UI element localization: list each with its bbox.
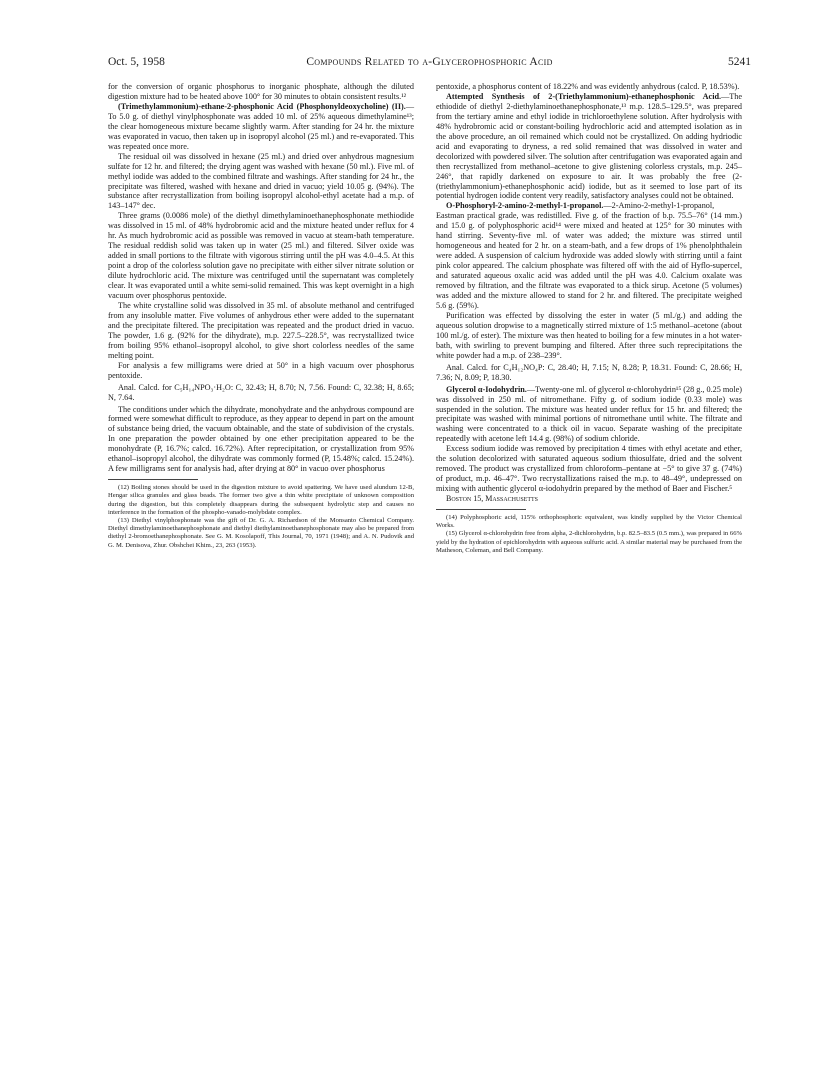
paragraph: The residual oil was dissolved in hexane (25 ml.) and dried over anhydrous magnesium sulfate for 12 hr. and filtered; the drying agent was washed with hexane (50 ml.). Five ml. of methyl iodide was added to the combined filtrate and washings. After standing for 24 hr., the precipitate was filtered, washed with hexane and dried in vacuo; yield 10.05 g. (94%). The substance after recrystallization from boiling isopropyl alcohol-ethyl acetate had a m.p. of 143–147° dec. [108, 151, 414, 211]
running-header [108, 56, 751, 72]
paragraph: Three grams (0.0086 mole) of the diethyl dimethylaminoethanephosphonate methiodide was dissolved in 15 ml. of 48% hydrobromic acid and the mixture heated under reflux for 4 hr. As much hydrobromic acid as possible was removed in vacuo at steam-bath temperature. The residual reddish solid was taken up in water (25 ml.) and filtered. Silver oxide was added in small portions to the filtrate with vigorous stirring until the pH was 4.0–4.5. At this point a drop of the colorless solution gave no precipitate with either silver nitrate solution or dilute hydrochloric acid. The mixture was centrifuged until the supernatant was completely clear. It was evaporated until a white semi-solid remained. This was kept overnight in a high vacuum over phosphorus pentoxide. [108, 211, 414, 301]
header-title: Compounds Related to α-Glycerophosphoric Acid [306, 56, 553, 68]
header-page-number: 5241 [728, 56, 751, 68]
analysis-line: Anal. Calcd. for C₄H₁₂NO₄P: C, 28.40; H, 7.15; N, 8.28; P, 18.31. Found: C, 28.66; H, 7.36; N, 8.09; P, 18.30. [436, 362, 742, 382]
paragraph [108, 102, 414, 152]
header-date: Oct. 5, 1958 [108, 56, 165, 68]
paragraph: for the conversion of organic phosphorus to inorganic phosphate, although the diluted digestion mixture had to be heated above 100° for 30 minutes to obtain consistent results.¹² [108, 82, 414, 101]
analysis-line: Anal. Calcd. for C₅H₁₄NPO₃·H₂O: C, 32.43; H, 8.70; N, 7.56. Found: C, 32.38; H, 8.65; N, 7.64. [108, 382, 414, 402]
left-column [108, 82, 414, 550]
paragraph: The white crystalline solid was dissolved in 35 ml. of absolute methanol and centrifuged from any insoluble matter. Five volumes of anhydrous ether were added to the supernatant and the precipitate filtered. The precipitation was repeated and the product dried in vacuo. The powder, 1.6 g. (92% for the dihydrate), m.p. 227.5–228.5°, was recrystallized twice from boiling 95% ethanol–isopropyl alcohol, to give short colorless needles of the same melting point. [108, 300, 414, 360]
paragraph [436, 92, 742, 201]
section-heading: Glycerol α-Iodohydrin. [446, 384, 527, 394]
paragraph-body: —Twenty-one ml. of glycerol α-chlorohydrin¹⁵ (28 g., 0.25 mole) was dissolved in 250 ml. of nitromethane. Fifty g. of sodium iodide (0.33 mole) was suspended in the solution. The mixture was heated under reflux for 15 hr. and filtered; the precipitate was washed with minimal portions of nitromethane until white. The filtrate and washing were concentrated to a thick oil in vacuo. Separate washing of the precipitate repeatedly with acetone left 14.4 g. (98%) of sodium chloride. [436, 384, 742, 444]
author-address: Boston 15, Massachusetts [446, 494, 539, 504]
paragraph: Excess sodium iodide was removed by precipitation 4 times with ethyl acetate and ether, the solution decolorized with saturated aqueous sodium thiosulfate, dried and the solvent removed. The product was crystallized from chloroform–pentane at −5° to give 37 g. (74%) of product, m.p. 46–47°. Two recrystallizations raised the m.p. to 48–49°, undepressed on mixing with authentic glycerol α-iodohydrin prepared by the method of Baer and Fischer.⁵ [436, 444, 742, 494]
paragraph: Purification was effected by dissolving the ester in water (5 ml./g.) and adding the aqueous solution dropwise to a magnetically stirred mixture of 1:5 methanol–acetone (about 100 ml./g. of ester). The mixture was then heated to boiling for a few minutes in a hot water-bath, with swirling to prevent bumping and filtered. After three such reprecipitations the white powder had a m.p. of 238–239°. [436, 310, 742, 360]
right-column [436, 82, 742, 555]
section-heading: (Trimethylammonium)-ethane-2-phosphonic Acid (Phosphonyldeoxycholine) (II). [118, 101, 406, 111]
footnote-divider [436, 509, 526, 510]
paragraph-body: —To 5.0 g. of diethyl vinylphosphonate was added 10 ml. of 25% aqueous dimethylamine¹³; the clear homogeneous mixture became slightly warm. After standing for 24 hr. the mixture was evaporated in vacuo, then taken up in isopropyl alcohol (25 ml.) and re-evaporated. This was repeated once more. [108, 101, 414, 151]
paragraph: The conditions under which the dihydrate, monohydrate and the anhydrous compound are formed were somewhat difficult to reproduce, as they appear to depend in part on the amount of substance being dried, the vacuum obtainable, and the state of subdivision of the crystals. In one preparation the powder obtained by one ether precipitation appeared to be the monohydrate (P, 16.7%; calcd. 16.72%). After reprecipitation, or crystallization from 95% ethanol–isopropyl alcohol, the dihydrate was commonly formed (P, 15.48%; calcd. 15.24%). A few milligrams sent for analysis had, after drying at 80° in vacuo over phosphorus [108, 404, 414, 474]
paragraph [436, 201, 742, 310]
paragraph: For analysis a few milligrams were dried at 50° in a high vacuum over phosphorus pentoxide. [108, 360, 414, 380]
section-heading: Attempted Synthesis of 2-(Triethylammonium)-ethanephosphonic Acid. [446, 91, 722, 101]
paragraph-body: —2-Amino-2-methyl-1-propanol, Eastman practical grade, was redistilled. Five g. of the fraction of b.p. 75.5–76° (14 mm.) and 15.0 g. of polyphosphoric acid¹⁴ were mixed and heated at 125° for 30 minutes with hand stirring. Seventy-five ml. of water was added; the mixture was stirred until homogeneous and heated for 2 hr. on a steam-bath, and a few drops of 1% phenolphthalein were added. A suspension of calcium hydroxide was added slowly with stirring until a faint pink color appeared. The calcium phosphate was filtered off with the aid of Hyflo-supercel, and saturated aqueous oxalic acid was added until the pH was 4.0. Calcium oxalate was removed by filtration, and the filtrate was evaporated to a thick sirup. Acetone (5 volumes) was added and the mixture allowed to stand for 2 hr. and filtered. The precipitate weighed 5.6 g. (59%). [436, 201, 742, 310]
footnote-14: (14) Polyphosphoric acid, 115% orthophosphoric equivalent, was kindly supplied by the Victor Chemical Works. [436, 514, 742, 530]
paragraph-body: —The ethiodide of diethyl 2-diethylaminoethanephosphonate,¹³ m.p. 128.5–129.5°, was prepared from the tertiary amine and ethyl iodide in trichloroethylene solution. After hydrolysis with 48% hydrobromic acid or constant-boiling hydrochloric acid and attempted isolation as in the above procedure, an oil remained which could not be crystallized. On adding hydriodic acid and evaporating to dryness, a red solid remained that was dissolved in water and decolorized with powdered silver. The solution after centrifugation was evaporated again and then recrystallized from methanol–acetone to give glistening colorless crystals, m.p. 245–246°, that rapidly darkened on exposure to air. It was probably the free (2-(triethylammonium)-ethanephosphonic acid) iodide, but as it seemed to lose part of its potential hydrogen iodide content very readily, satisfactory analyses could not be obtained. [436, 91, 742, 201]
paragraph [436, 385, 742, 445]
footnote-divider [108, 479, 198, 480]
footnote-12: (12) Boiling stones should be used in the digestion mixture to avoid spattering. We have used alundum 12-B, Hengar silica granules and glass beads. The former two give a thin white precipitate of unknown composition during the digestion, but this completely disappears during the subsequent hydrolytic step and causes no interference in the formation of the phospho-vanado-molybdate complex. [108, 484, 414, 516]
section-heading: O-Phosphoryl-2-amino-2-methyl-1-propanol. [446, 201, 604, 211]
footnote-13: (13) Diethyl vinylphosphonate was the gift of Dr. G. A. Richardson of the Monsanto Chemical Company. Diethyl dimethylaminoethanephosphonate and diethyl diethylaminoethanephosphonate may also be prepared from diethyl 2-bromoethanephosphonate. See G. M. Kosolapoff, This Journal, 70, 1971 (1948); and A. N. Pudovik and G. M. Denisova, Zhur. Obshchei Khim., 23, 263 (1953). [108, 516, 414, 549]
paragraph: pentoxide, a phosphorus content of 18.22% and was evidently anhydrous (calcd. P, 18.53%). [436, 82, 740, 91]
footnote-15: (15) Glycerol α-chlorohydrin free from alpha, 2-dichlorohydrin, b.p. 82.5–83.5 (0.5 mm.), was prepared in 66% yield by the hydration of epichlorohydrin with aqueous sulfuric acid. A similar material may be purchased from the Matheson, Coleman, and Bell Company. [436, 530, 742, 554]
